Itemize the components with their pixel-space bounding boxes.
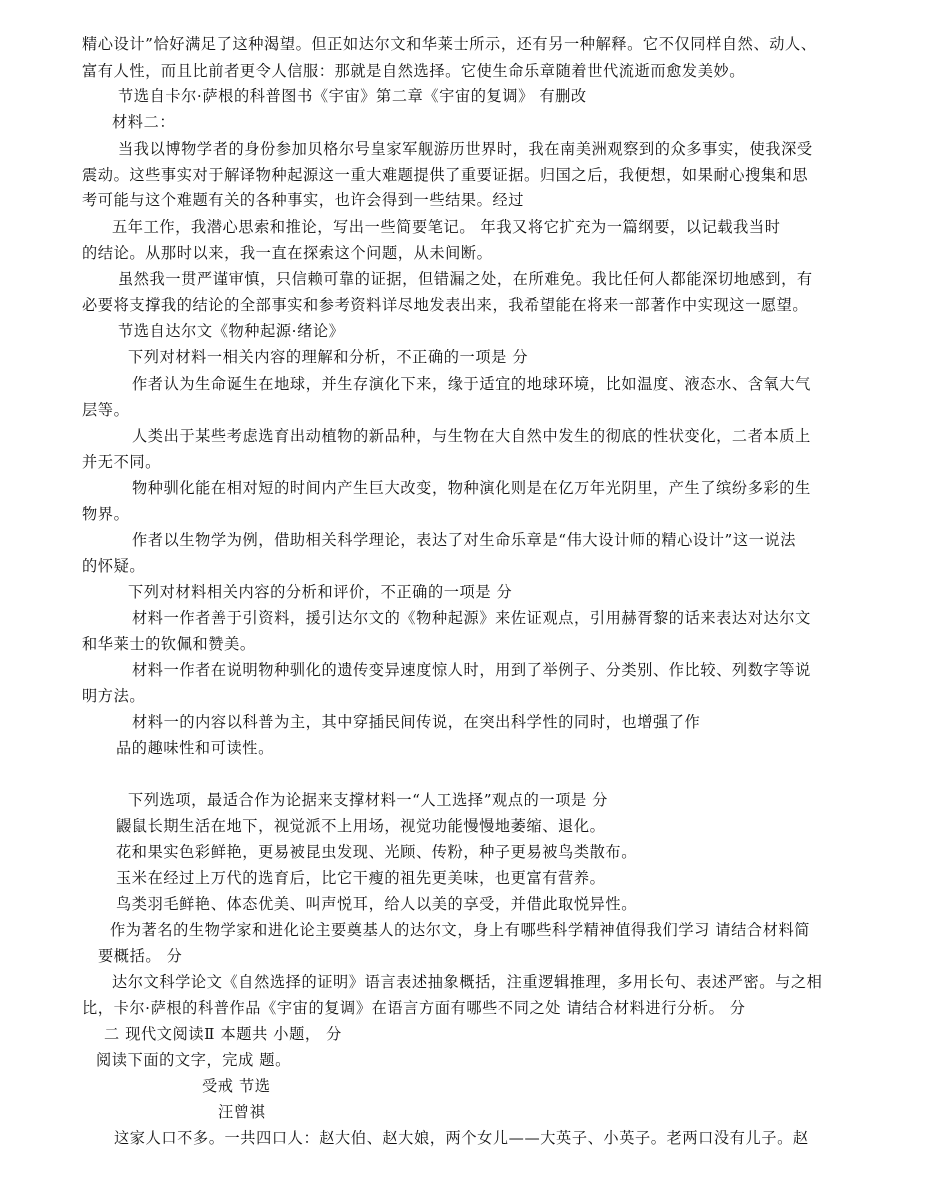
article-title: 受戒 节选 (202, 1077, 271, 1095)
option-line: 和华莱士的钦佩和赞美。 (82, 635, 256, 653)
question-stem: 下列对材料相关内容的分析和评价，不正确的一项是 分 (128, 583, 513, 601)
section-heading: 二 现代文阅读Ⅱ 本题共 小题， 分 (104, 1025, 342, 1043)
option-line: 鼹鼠长期生活在地下，视觉派不上用场，视觉功能慢慢地萎缩、退化。 (116, 817, 606, 835)
text-line: 比，卡尔·萨根的科普作品《宇宙的复调》在语言方面有哪些不同之处 请结合材料进行分析。 分 (82, 999, 746, 1017)
text-line: 必要将支撑我的结论的全部事实和参考资料详尽地发表出来，我希望能在将来一部著作中实现这一愿望。 (82, 296, 809, 314)
text-line: 的结论。从那时以来，我一直在探索这个问题，从未间断。 (82, 244, 493, 262)
text-line: 五年工作，我潜心思索和推论，写出一些简要笔记。 年我又将它扩充为一篇纲要，以记载我当时 (112, 218, 781, 236)
text-line: 精心设计”恰好满足了这种渴望。但正如达尔文和华莱士所示，还有另一种解释。它不仅同样自然、动人、 (82, 35, 817, 53)
section-heading: 材料二： (112, 113, 176, 131)
option-line: 层等。 (82, 401, 130, 419)
question-stem: 下列对材料一相关内容的理解和分析，不正确的一项是 分 (128, 348, 529, 366)
text-line: 当我以博物学者的身份参加贝格尔号皇家军舰游历世界时，我在南美洲观察到的众多事实，使我深受 (118, 140, 813, 158)
option-line: 作者认为生命诞生在地球，并生存演化下来，缘于适宜的地球环境，比如温度、液态水、含氧大气 (132, 375, 811, 393)
option-line: 作者以生物学为例，借助相关科学理论，表达了对生命乐章是“伟大设计师的精心设计”这一说法 (132, 531, 797, 549)
text-line: 震动。这些事实对于解译物种起源这一重大难题提供了重要证据。归国之后，我便想，如果耐心搜集和思 (82, 166, 809, 184)
option-line: 人类出于某些考虑选育出动植物的新品种，与生物在大自然中发生的彻底的性状变化，二者本质上 (132, 427, 811, 445)
text-line: 考可能与这个难题有关的各种事实，也许会得到一些结果。经过 (82, 191, 525, 209)
option-line: 玉米在经过上万代的选育后，比它干瘦的祖先更美味，也更富有营养。 (116, 869, 606, 887)
option-line: 材料一作者善于引资料，援引达尔文的《物种起源》来佐证观点，引用赫胥黎的话来表达对达尔文 (132, 609, 811, 627)
question-stem: 下列选项，最适合作为论据来支撑材料一“人工选择”观点的一项是 分 (128, 791, 608, 809)
option-line: 花和果实色彩鲜艳，更易被昆虫发现、光顾、传粉，种子更易被鸟类散布。 (116, 843, 637, 861)
text-line: 要概括。 分 (98, 947, 183, 965)
question-stem: 作为著名的生物学家和进化论主要奠基人的达尔文，身上有哪些科学精神值得我们学习 请结合材料简 (110, 921, 811, 939)
text-line: 这家人口不多。一共四口人：赵大伯、赵大娘，两个女儿——大英子、小英子。老两口没有儿子。赵 (114, 1129, 809, 1147)
source-note: 节选自卡尔·萨根的科普图书《宇宙》第二章《宇宙的复调》 有删改 (118, 87, 587, 105)
option-line: 物界。 (82, 505, 130, 523)
option-line: 鸟类羽毛鲜艳、体态优美、叫声悦耳，给人以美的享受，并借此取悦异性。 (116, 895, 637, 913)
article-author: 汪曾祺 (218, 1103, 266, 1121)
text-line: 富有人性，而且比前者更令人信服：那就是自然选择。它使生命乐章随着世代流逝而愈发美妙。 (82, 62, 746, 80)
option-line: 并无不同。 (82, 453, 161, 471)
source-note: 节选自达尔文《物种起源·绪论》 (118, 322, 345, 340)
option-line: 的怀疑。 (82, 557, 146, 575)
instruction-line: 阅读下面的文字，完成 题。 (96, 1051, 291, 1069)
option-line: 材料一的内容以科普为主，其中穿插民间传说，在突出科学性的同时，也增强了作 (132, 713, 701, 731)
option-line: 物种驯化能在相对短的时间内产生巨大改变，物种演化则是在亿万年光阴里，产生了缤纷多彩的生 (132, 479, 811, 497)
option-line: 品的趣味性和可读性。 (116, 739, 274, 757)
question-stem: 达尔文科学论文《自然选择的证明》语言表述抽象概括，注重逻辑推理，多用长句、表述严密。与之相 (112, 973, 823, 991)
option-line: 材料一作者在说明物种驯化的遗传变异速度惊人时，用到了举例子、分类别、作比较、列数字等说 (132, 661, 811, 679)
text-line: 虽然我一贯严谨审慎，只信赖可靠的证据，但错漏之处，在所难免。我比任何人都能深切地感到，有 (118, 270, 813, 288)
option-line: 明方法。 (82, 687, 146, 705)
